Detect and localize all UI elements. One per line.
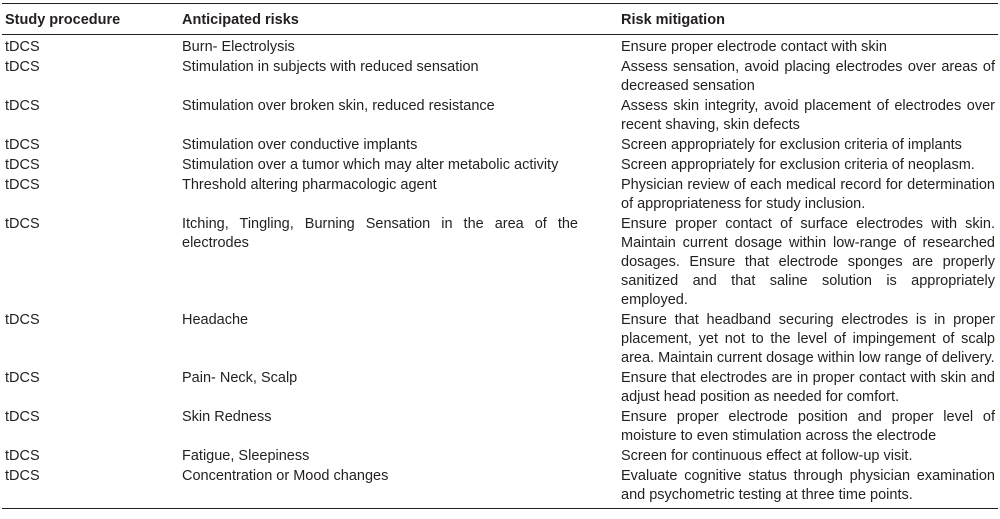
cell-procedure: tDCS bbox=[5, 157, 40, 173]
cell-mitigation: Screen for continuous effect at follow-up visit. bbox=[621, 448, 913, 464]
cell-risk: Stimulation over conductive implants bbox=[182, 137, 418, 153]
table-row bbox=[2, 311, 998, 369]
table-row bbox=[2, 176, 998, 215]
header-row bbox=[2, 4, 998, 35]
cell-mitigation: Ensure that electrodes are in proper contact with skin and adjust head position as needed for comfort. bbox=[621, 370, 995, 405]
table-row bbox=[2, 97, 998, 136]
table-row bbox=[2, 447, 998, 467]
cell-risk: Headache bbox=[182, 312, 249, 328]
header-study-procedure: Study procedure bbox=[2, 4, 179, 35]
table-row bbox=[2, 369, 998, 408]
cell-procedure: tDCS bbox=[2, 467, 179, 509]
cell-risk: Skin Redness bbox=[182, 409, 272, 425]
cell-risk: Stimulation over broken skin, reduced resistance bbox=[182, 98, 495, 114]
table-row bbox=[2, 58, 998, 97]
cell-risk: Stimulation over a tumor which may alter metabolic activity bbox=[182, 157, 559, 173]
cell-procedure: tDCS bbox=[5, 137, 40, 153]
cell-risk: Stimulation in subjects with reduced sensation bbox=[182, 59, 479, 75]
cell-risk: Fatigue, Sleepiness bbox=[182, 448, 310, 464]
cell-procedure: tDCS bbox=[5, 39, 40, 55]
cell-mitigation: Ensure proper electrode position and proper level of moisture to even stimulation across the electrode bbox=[621, 409, 995, 444]
cell-procedure: tDCS bbox=[5, 216, 40, 232]
cell-mitigation: Ensure that headband securing electrodes is in proper placement, yet not to the level of impingement of scalp area. Maintain current dosage within low range of delivery. bbox=[621, 312, 995, 366]
cell-mitigation: Screen appropriately for exclusion criteria of implants bbox=[621, 137, 962, 153]
cell-procedure: tDCS bbox=[5, 448, 40, 464]
cell-mitigation: Assess sensation, avoid placing electrodes over areas of decreased sensation bbox=[621, 59, 995, 94]
cell-risk: Pain- Neck, Scalp bbox=[182, 370, 298, 386]
table-row bbox=[2, 467, 998, 509]
cell-procedure: tDCS bbox=[5, 98, 40, 114]
header-anticipated-risks: Anticipated risks bbox=[179, 4, 618, 35]
table-row bbox=[2, 156, 998, 176]
table-row bbox=[2, 408, 998, 447]
cell-procedure: tDCS bbox=[5, 177, 40, 193]
cell-procedure: tDCS bbox=[5, 59, 40, 75]
cell-mitigation: Ensure proper contact of surface electrodes with skin. Maintain current dosage within low-range of researched dosages. Ensure that electrode sponges are properly sanitized and that saline solution is appropriately employed. bbox=[621, 216, 995, 308]
cell-mitigation: Ensure proper electrode contact with skin bbox=[621, 39, 887, 55]
cell-procedure: tDCS bbox=[5, 409, 40, 425]
header-risk-mitigation: Risk mitigation bbox=[618, 4, 998, 35]
risk-table bbox=[2, 3, 998, 509]
cell-procedure: tDCS bbox=[5, 370, 40, 386]
table-row bbox=[2, 215, 998, 311]
cell-mitigation: Screen appropriately for exclusion criteria of neoplasm. bbox=[621, 157, 975, 173]
cell-mitigation: Physician review of each medical record for determination of appropriateness for study inclusion. bbox=[621, 177, 995, 212]
cell-mitigation: Evaluate cognitive status through physician examination and psychometric testing at three time points. bbox=[618, 467, 998, 509]
cell-procedure: tDCS bbox=[5, 312, 40, 328]
cell-risk: Threshold altering pharmacologic agent bbox=[182, 177, 437, 193]
cell-mitigation: Assess skin integrity, avoid placement of electrodes over recent shaving, skin defects bbox=[621, 98, 995, 133]
cell-risk: Itching, Tingling, Burning Sensation in the area of the electrodes bbox=[182, 216, 578, 251]
cell-risk: Concentration or Mood changes bbox=[179, 467, 618, 509]
table-row bbox=[2, 35, 998, 59]
table-row bbox=[2, 136, 998, 156]
cell-risk: Burn- Electrolysis bbox=[182, 39, 295, 55]
